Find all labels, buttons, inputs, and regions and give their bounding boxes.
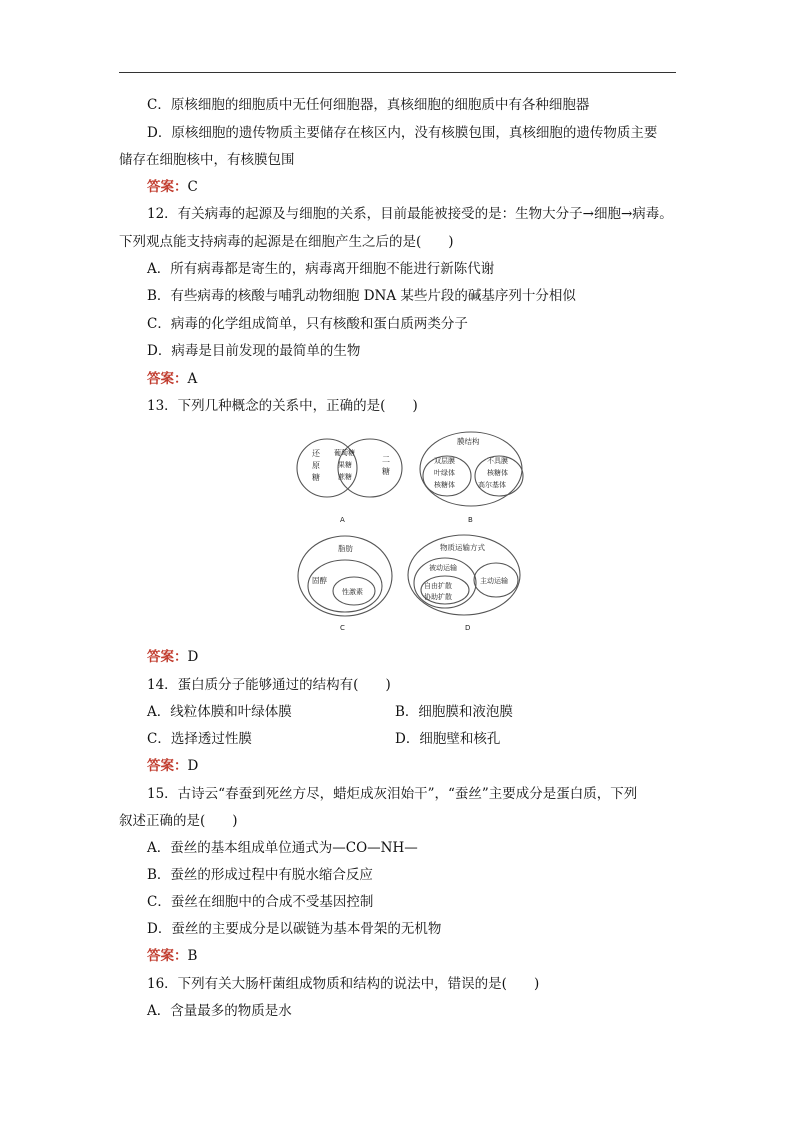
q15-stem-line1: 15．古诗云“春蚕到死丝方尽，蜡炬成灰泪始干”，“蚕丝”主要成分是蛋白质，下列 xyxy=(147,786,638,802)
diagram-b-caption: B xyxy=(468,516,473,524)
q15-option-a: A．蚕丝的基本组成单位通式为—CO—NH— xyxy=(147,840,418,856)
diagram-a-right-2: 糖 xyxy=(382,467,390,476)
answer-value: D xyxy=(187,758,199,774)
q12-option-a: A．所有病毒都是寄生的，病毒离开细胞不能进行新陈代谢 xyxy=(147,261,495,277)
diagram-d-inner-1: 自由扩散 xyxy=(424,582,452,590)
answer-label: 答案： xyxy=(147,371,188,387)
header-rule xyxy=(119,72,676,73)
diagram-d-passive-label: 被动运输 xyxy=(429,564,457,572)
q16-option-a: A．含量最多的物质是水 xyxy=(147,1003,292,1019)
diagram-d-active-label: 主动运输 xyxy=(480,577,508,585)
q13-answer xyxy=(147,648,198,666)
q14-stem: 14．蛋白质分子能够通过的结构有( ) xyxy=(147,677,391,693)
q16-stem: 16．下列有关大肠杆菌组成物质和结构的说法中，错误的是( ) xyxy=(147,976,540,992)
answer-value: C xyxy=(187,179,198,195)
q12-stem-line1: 12．有关病毒的起源及与细胞的关系，目前最能被接受的是：生物大分子→细胞→病毒。 xyxy=(147,206,673,222)
q14-answer xyxy=(147,757,198,775)
diagram-b-left-3: 核糖体 xyxy=(434,481,455,489)
q15-option-b: B．蚕丝的形成过程中有脱水缩合反应 xyxy=(147,867,373,883)
diagram-b-outer-label: 膜结构 xyxy=(457,437,480,446)
q12-answer xyxy=(147,370,197,388)
q14-option-a: A．线粒体膜和叶绿体膜 xyxy=(147,704,292,720)
diagram-a-mid-3: 蔗糖 xyxy=(338,473,352,481)
diagram-b-right-3: 高尔基体 xyxy=(478,481,506,489)
diagram-a-mid-1: 葡萄糖 xyxy=(334,449,355,457)
answer-label: 答案： xyxy=(147,758,188,774)
diagram-a xyxy=(297,439,402,524)
answer-label: 答案： xyxy=(147,179,188,195)
q12-option-c: C．病毒的化学组成简单，只有核酸和蛋白质两类分子 xyxy=(147,316,468,332)
q14-option-b: B．细胞膜和液泡膜 xyxy=(395,704,513,720)
diagram-d xyxy=(408,535,520,632)
diagram-c-inner-label: 性激素 xyxy=(342,588,363,596)
diagram-d-outer-label: 物质运输方式 xyxy=(440,543,485,552)
q12-stem-line2: 下列观点能支持病毒的起源是在细胞产生之后的是( ) xyxy=(119,234,454,250)
q12-option-d: D．病毒是目前发现的最简单的生物 xyxy=(147,343,361,359)
q11-option-d-line1: D．原核细胞的遗传物质主要储存在核区内，没有核膜包围，真核细胞的遗传物质主要 xyxy=(147,125,658,141)
q15-answer xyxy=(147,947,197,965)
answer-value: B xyxy=(187,948,198,964)
diagram-c-caption: C xyxy=(340,624,345,632)
q15-option-d: D．蚕丝的主要成分是以碳链为基本骨架的无机物 xyxy=(147,921,442,937)
q11-option-c: C．原核细胞的细胞质中无任何细胞器，真核细胞的细胞质中有各种细胞器 xyxy=(147,97,590,113)
diagram-a-mid-2: 果糖 xyxy=(338,461,352,469)
diagram-a-caption: A xyxy=(340,516,345,524)
diagram-b-right-2: 核糖体 xyxy=(487,469,508,477)
answer-value: A xyxy=(187,371,198,387)
answer-label: 答案： xyxy=(147,649,188,665)
q12-option-b: B．有些病毒的核酸与哺乳动物细胞 DNA 某些片段的碱基序列十分相似 xyxy=(147,288,576,304)
diagram-b-left-2: 叶绿体 xyxy=(434,469,455,477)
diagram-a-right-1: 二 xyxy=(382,455,390,464)
diagram-a-left-2: 原 xyxy=(312,461,320,470)
answer-value: D xyxy=(187,649,199,665)
diagram-a-left-1: 还 xyxy=(312,449,320,458)
q15-option-c: C．蚕丝在细胞中的合成不受基因控制 xyxy=(147,894,374,910)
diagram-d-inner-2: 协助扩散 xyxy=(424,593,452,601)
diagram-c xyxy=(298,536,392,632)
q11-option-d-line2: 储存在细胞核中，有核膜包围 xyxy=(119,152,295,168)
diagram-d-caption: D xyxy=(465,624,471,632)
q13-stem: 13．下列几种概念的关系中，正确的是( ) xyxy=(147,398,418,414)
diagram-c-middle-label: 固醇 xyxy=(312,576,327,585)
diagram-a-left-3: 糖 xyxy=(312,473,320,482)
concept-diagrams xyxy=(290,428,530,634)
diagram-c-outer-label: 脂肪 xyxy=(338,544,353,553)
diagram-b-left-1: 双层膜 xyxy=(434,457,455,465)
q15-stem-line2: 叙述正确的是( ) xyxy=(119,813,238,829)
diagram-b-right-1: 不具膜 xyxy=(487,457,508,465)
q14-option-c: C．选择透过性膜 xyxy=(147,731,252,747)
q11-answer xyxy=(147,178,198,196)
diagram-b xyxy=(420,432,523,524)
answer-label: 答案： xyxy=(147,948,188,964)
q14-option-d: D．细胞壁和核孔 xyxy=(395,731,501,747)
